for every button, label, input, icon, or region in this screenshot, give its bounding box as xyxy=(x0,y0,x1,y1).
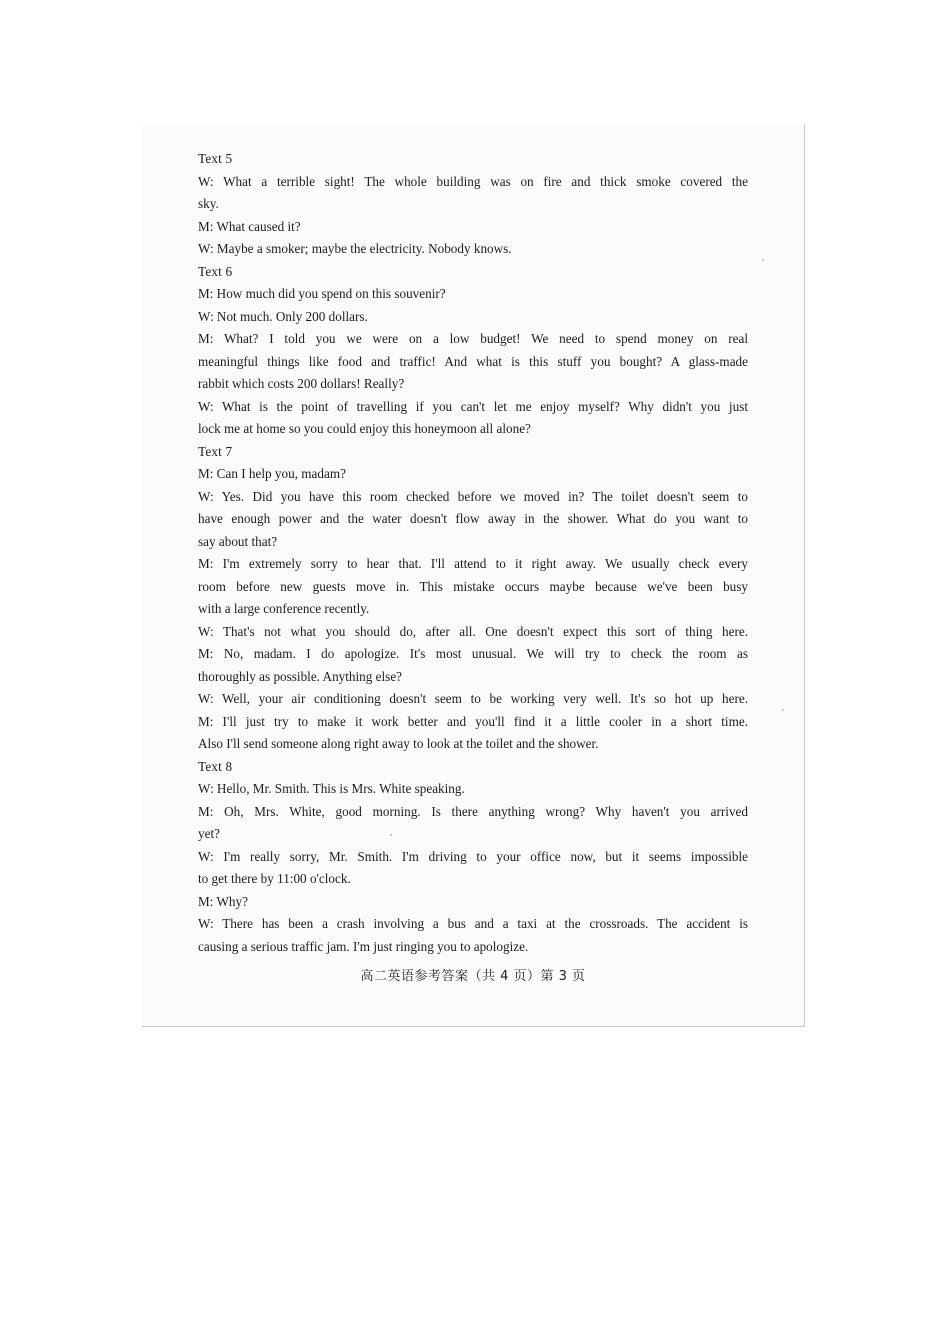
dialogue-line: rabbit which costs 200 dollars! Really? xyxy=(198,376,405,391)
dialogue-line: M: Can I help you, madam? xyxy=(198,466,346,481)
dialogue-line: W: Maybe a smoker; maybe the electricity. Nobody knows. xyxy=(198,241,512,256)
dialogue-line: to get there by 11:00 o'clock. xyxy=(198,871,351,886)
dialogue-line: M: No, madam. I do apologize. It's most unusual. We will try to check the room as xyxy=(198,646,748,661)
dialogue-line: W: Not much. Only 200 dollars. xyxy=(198,308,368,324)
dialogue-line: M: I'm extremely sorry to hear that. I'll attend to it right away. We usually check every xyxy=(198,556,748,571)
section-heading: Text 7 xyxy=(198,443,233,459)
dialogue-line: M: How much did you spend on this souvenir? xyxy=(198,286,446,301)
dialogue-line: W: There has been a crash involving a bus and a taxi at the crossroads. The accident is xyxy=(198,916,748,931)
section-heading: Text 5 xyxy=(198,151,233,166)
dialogue-line: Also I'll send someone along right away to look at the toilet and the shower. xyxy=(198,736,599,751)
section-heading: Text 8 xyxy=(198,758,233,774)
dialogue-line: causing a serious traffic jam. I'm just ringing you to apologize. xyxy=(198,938,529,954)
dialogue-line: W: Hello, Mr. Smith. This is Mrs. White speaking. xyxy=(198,781,465,796)
dialogue-line: M: I'll just try to make it work better and you'll find it a little cooler in a short time. xyxy=(198,713,748,729)
scan-speck xyxy=(390,834,392,836)
transcript-body xyxy=(198,148,748,958)
dialogue-line: W: That's not what you should do, after all. One doesn't expect this sort of thing here. xyxy=(198,623,748,639)
scan-speck xyxy=(762,259,764,261)
scan-speck xyxy=(782,709,784,711)
dialogue-line: M: What caused it? xyxy=(198,218,301,234)
dialogue-line: sky. xyxy=(198,196,219,211)
dialogue-line: W: Well, your air conditioning doesn't seem to be working very well. It's so hot up here. xyxy=(198,691,748,706)
dialogue-line: meaningful things like food and traffic! And what is this stuff you bought? A glass-made xyxy=(198,353,748,369)
dialogue-line: with a large conference recently. xyxy=(198,601,370,616)
dialogue-line: room before new guests move in. This mistake occurs maybe because we've been busy xyxy=(198,578,748,594)
dialogue-line: have enough power and the water doesn't flow away in the shower. What do you want to xyxy=(198,511,748,526)
dialogue-line: W: Yes. Did you have this room checked before we moved in? The toilet doesn't seem to xyxy=(198,488,748,504)
dialogue-line: M: What? I told you we were on a low budget! We need to spend money on real xyxy=(198,331,748,346)
page-footer: 高二英语参考答案（共 4 页）第 3 页 xyxy=(360,969,586,984)
section-heading: Text 6 xyxy=(198,263,233,279)
dialogue-line: thoroughly as possible. Anything else? xyxy=(198,668,403,684)
scanned-page xyxy=(142,124,805,1027)
dialogue-line: say about that? xyxy=(198,533,278,549)
dialogue-line: M: Why? xyxy=(198,893,248,909)
dialogue-line: W: I'm really sorry, Mr. Smith. I'm driving to your office now, but it seems impossible xyxy=(198,848,748,864)
dialogue-line: M: Oh, Mrs. White, good morning. Is there anything wrong? Why haven't you arrived xyxy=(198,803,748,819)
dialogue-line: lock me at home so you could enjoy this honeymoon all alone? xyxy=(198,421,531,436)
dialogue-line: yet? xyxy=(198,826,220,841)
dialogue-line: W: What is the point of travelling if you can't let me enjoy myself? Why didn't you just xyxy=(198,398,748,414)
dialogue-line: W: What a terrible sight! The whole building was on fire and thick smoke covered the xyxy=(198,173,748,189)
